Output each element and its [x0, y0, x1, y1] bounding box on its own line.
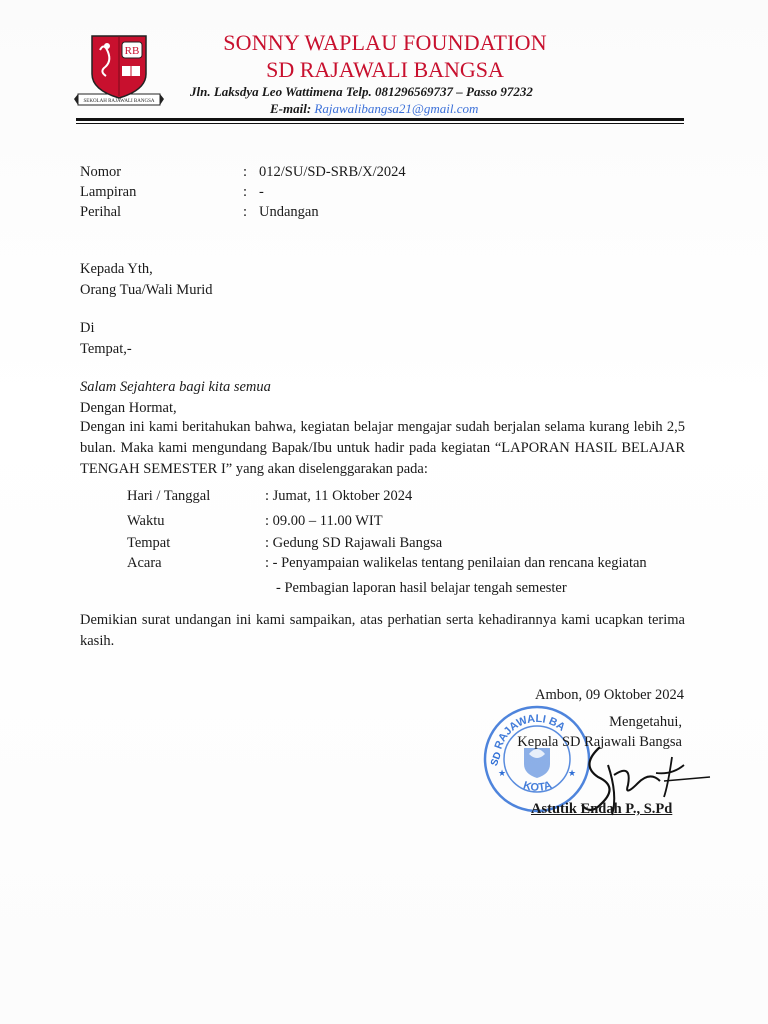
stamp-bottom-text: KOTA	[521, 779, 554, 794]
header-rule-thin	[76, 123, 684, 124]
meta-value-perihal: Undangan	[259, 204, 319, 220]
closing-paragraph: Demikian surat undangan ini kami sampaikan, atas perhatian serta kehadirannya kami ucapkan terima kasih.	[80, 612, 685, 649]
detail-label: Waktu	[127, 513, 165, 529]
detail-label: Acara	[127, 555, 162, 571]
meta-label-nomor: Nomor	[80, 164, 122, 180]
stamp-left-text: SD	[488, 750, 505, 768]
meta-sep: :	[243, 164, 248, 180]
detail-value: : - Penyampaian walikelas tentang penilaian dan rencana kegiatan	[265, 555, 647, 571]
recipient-line: Di	[80, 320, 95, 336]
greeting: Salam Sejahtera bagi kita semua	[80, 379, 271, 395]
school-name: SD RAJAWALI BANGSA	[266, 57, 504, 82]
svg-text:★: ★	[568, 768, 577, 778]
detail-label: Hari / Tanggal	[127, 488, 211, 504]
stamp-top-text: RAJAWALI BA	[492, 712, 568, 751]
email-address[interactable]: Rajawalibangsa21@gmail.com	[314, 101, 479, 116]
detail-value: : Gedung SD Rajawali Bangsa	[265, 535, 443, 551]
signer-name: Astutik Endah P., S.Pd	[531, 801, 673, 817]
header-rule-thick	[76, 118, 684, 121]
recipient-line: Tempat,-	[80, 341, 132, 357]
logo-initials: RB	[124, 45, 140, 57]
salutation: Dengan Hormat,	[80, 400, 177, 416]
detail-value: : 09.00 – 11.00 WIT	[265, 513, 383, 529]
meta-value-lampiran: -	[259, 184, 264, 200]
recipient-line: Kepada Yth,	[80, 261, 153, 277]
svg-text:★: ★	[498, 768, 507, 778]
meta-sep: :	[243, 204, 248, 220]
foundation-name: SONNY WAPLAU FOUNDATION	[223, 30, 547, 55]
school-email-line	[270, 101, 478, 117]
body-paragraph: Dengan ini kami beritahukan bahwa, kegiatan belajar mengajar sudah berjalan selama kurang lebih 2,5 bulan. Maka kami mengundang Bapak/Ibu untuk hadir pada kegiatan “LAPORAN HASIL BELAJAR TENGAH SEMESTER I” yang akan diselenggarakan pada:	[80, 419, 685, 477]
signer-role: Kepala SD Rajawali Bangsa	[517, 734, 682, 750]
meta-sep: :	[243, 184, 248, 200]
detail-label: Tempat	[127, 535, 171, 551]
meta-value-nomor: 012/SU/SD-SRB/X/2024	[259, 164, 406, 180]
email-label: E-mail:	[270, 101, 312, 116]
svg-text:KOTA	[522, 779, 554, 794]
logo-ribbon-text: SEKOLAH RAJAWALI BANGSA	[83, 99, 155, 104]
meta-label-lampiran: Lampiran	[80, 184, 137, 200]
place-date: Ambon, 09 Oktober 2024	[534, 687, 684, 703]
detail-value: : Jumat, 11 Oktober 2024	[265, 488, 413, 504]
school-logo	[74, 32, 164, 110]
detail-value-extra: - Pembagian laporan hasil belajar tengah semester	[276, 580, 567, 596]
recipient-line: Orang Tua/Wali Murid	[80, 282, 213, 298]
school-address: Jln. Laksdya Leo Wattimena Telp. 081296569737 – Passo 97232	[190, 84, 533, 99]
known-by: Mengetahui,	[609, 714, 682, 730]
meta-label-perihal: Perihal	[80, 204, 122, 220]
